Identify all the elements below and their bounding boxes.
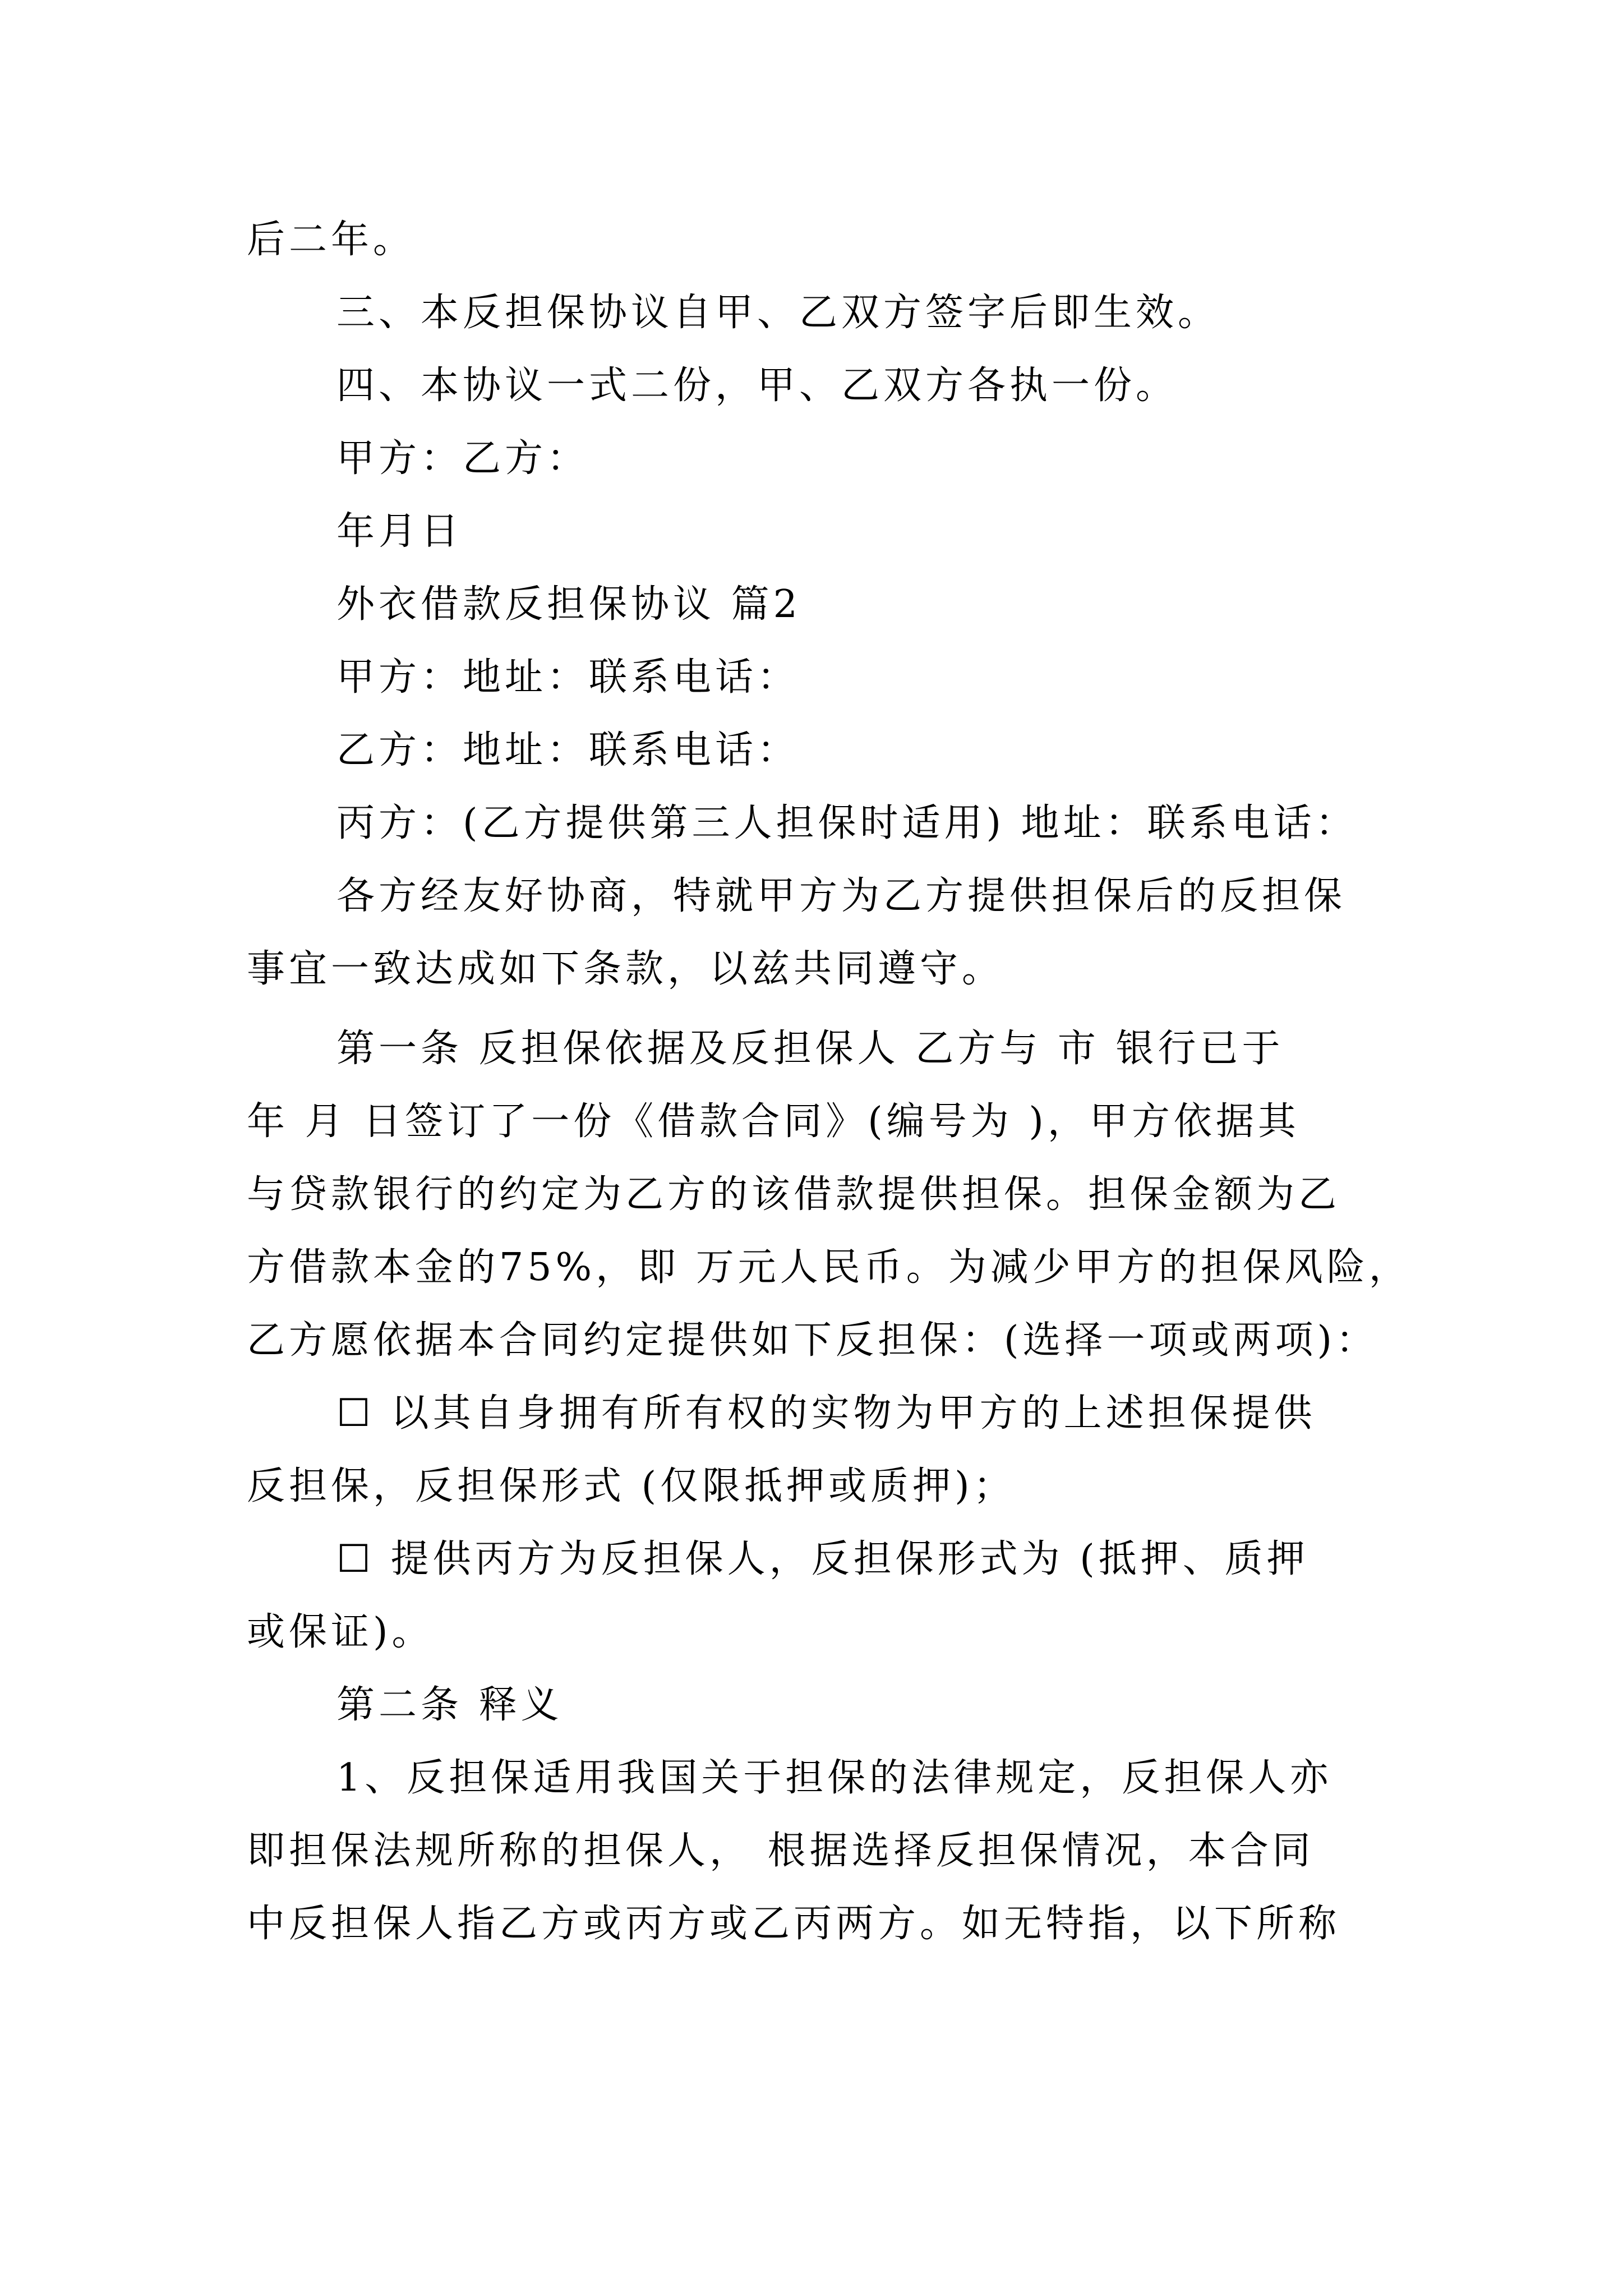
text-line: 1、反担保适用我国关于担保的法律规定，反担保人亦: [336, 1756, 1332, 1800]
text-line: 各方经友好协商，特就甲方为乙方提供担保后的反担保: [336, 874, 1347, 918]
text-line: 即担保法规所称的担保人， 根据选择反担保情况，本合同: [247, 1829, 1315, 1873]
section-title: 外衣借款反担保协议 篇2: [336, 582, 801, 627]
text-line: 乙方：地址：联系电话：: [336, 728, 800, 772]
text-line: 或保证)。: [247, 1610, 434, 1654]
text-line: 中反担保人指乙方或丙方或乙丙两方。如无特指，以下所称: [247, 1902, 1341, 1946]
text-line: 第一条 反担保依据及反担保人 乙方与 市 银行已于: [336, 1027, 1284, 1071]
text-line: 反担保，反担保形式 (仅限抵押或质押)；: [247, 1464, 1016, 1508]
text-line: 与贷款银行的约定为乙方的该借款提供担保。担保金额为乙: [247, 1172, 1341, 1217]
text-line: 年 月 日签订了一份《借款合同》(编号为 )，甲方依据其: [247, 1099, 1300, 1144]
text-line: 乙方愿依据本合同约定提供如下反担保：(选择一项或两项)：: [247, 1318, 1378, 1363]
section-heading: 第二条 释义: [336, 1683, 563, 1727]
text-line: 三、本反担保协议自甲、乙双方签字后即生效。: [336, 291, 1220, 335]
text-line: 甲方：地址：联系电话：: [336, 655, 800, 700]
text-line: 丙方：(乙方提供第三人担保时适用) 地址：联系电话：: [336, 801, 1358, 845]
text-line: 事宜一致达成如下条款，以兹共同遵守。: [247, 947, 1004, 991]
text-line: 四、本协议一式二份，甲、乙双方各执一份。: [336, 364, 1178, 408]
checkbox-option-line: ☐ 提供丙方为反担保人，反担保形式为 (抵押、质押: [336, 1537, 1309, 1581]
text-line: 方借款本金的75%，即 万元人民币。为减少甲方的担保风险，: [247, 1245, 1411, 1290]
text-line: 年月日: [336, 509, 463, 554]
checkbox-option-line: ☐ 以其自身拥有所有权的实物为甲方的上述担保提供: [336, 1391, 1316, 1435]
text-line: 后二年。: [247, 218, 416, 262]
text-line: 甲方：乙方：: [336, 436, 589, 481]
